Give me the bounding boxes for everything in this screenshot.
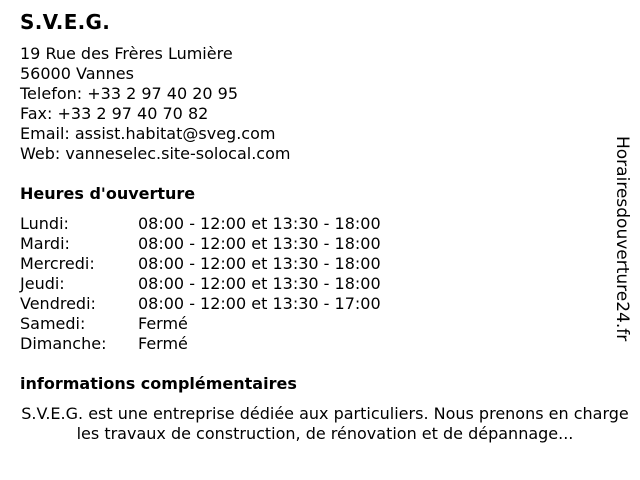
day-hours: 08:00 - 12:00 et 13:30 - 18:00 bbox=[138, 214, 381, 233]
hours-row-friday bbox=[20, 294, 381, 314]
day-label: Mercredi: bbox=[20, 254, 95, 273]
hours-row-sunday bbox=[20, 334, 381, 354]
day-hours: 08:00 - 12:00 et 13:30 - 18:00 bbox=[138, 254, 381, 273]
hours-row-wednesday bbox=[20, 254, 381, 274]
address-street: 19 Rue des Frères Lumière bbox=[20, 44, 233, 63]
phone-number: Telefon: +33 2 97 40 20 95 bbox=[20, 84, 239, 103]
additional-info-heading: informations complémentaires bbox=[20, 374, 297, 393]
hours-row-thursday bbox=[20, 274, 381, 294]
hours-row-saturday bbox=[20, 314, 381, 334]
day-hours: 08:00 - 12:00 et 13:30 - 17:00 bbox=[138, 294, 381, 313]
day-label: Jeudi: bbox=[20, 274, 65, 293]
opening-hours-table bbox=[20, 214, 381, 354]
day-label: Lundi: bbox=[20, 214, 69, 233]
day-label: Samedi: bbox=[20, 314, 86, 333]
day-label: Dimanche: bbox=[20, 334, 107, 353]
day-hours: 08:00 - 12:00 et 13:30 - 18:00 bbox=[138, 234, 381, 253]
fax-number: Fax: +33 2 97 40 70 82 bbox=[20, 104, 209, 123]
day-label: Vendredi: bbox=[20, 294, 96, 313]
hours-row-tuesday bbox=[20, 234, 381, 254]
email-address: Email: assist.habitat@sveg.com bbox=[20, 124, 276, 143]
opening-hours-heading: Heures d'ouverture bbox=[20, 184, 196, 203]
day-hours: Fermé bbox=[138, 314, 188, 333]
site-watermark: Horairesdouverture24.fr bbox=[612, 136, 632, 342]
business-description: S.V.E.G. est une entreprise dédiée aux particuliers. Nous prenons en charge les travaux de construction, de rénovation et de dépannage... bbox=[21, 404, 629, 443]
website: Web: vanneselec.site-solocal.com bbox=[20, 144, 291, 163]
day-hours: 08:00 - 12:00 et 13:30 - 18:00 bbox=[138, 274, 381, 293]
hours-row-monday bbox=[20, 214, 381, 234]
day-label: Mardi: bbox=[20, 234, 70, 253]
address-city: 56000 Vannes bbox=[20, 64, 134, 83]
business-name: S.V.E.G. bbox=[20, 10, 111, 34]
day-hours: Fermé bbox=[138, 334, 188, 353]
contact-block bbox=[20, 44, 290, 164]
